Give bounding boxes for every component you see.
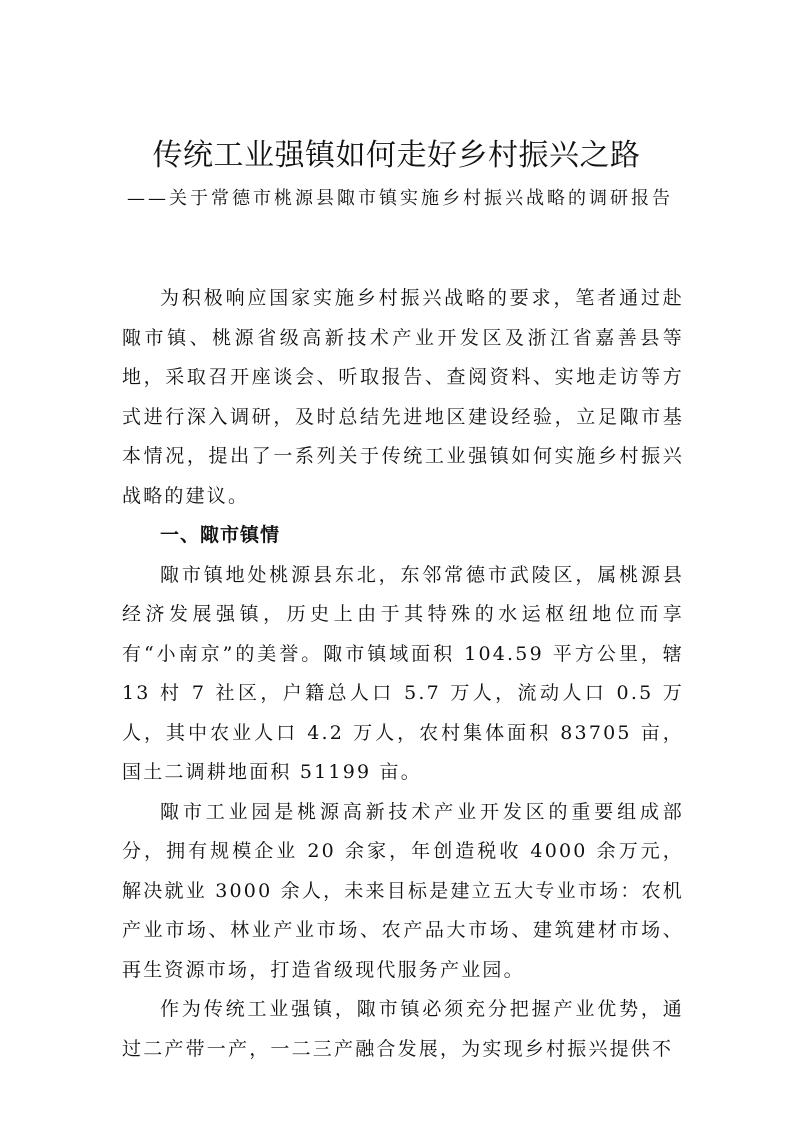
body-paragraph: 作为传统工业强镇，陬市镇必须充分把握产业优势，通过二产带一产，一二三产融合发展，为实现乡村振兴提供不 [122,998,684,1060]
body-paragraph: 陬市镇地处桃源县东北，东邻常德市武陵区，属桃源县经济发展强镇，历史上由于其特殊的水运枢纽地位而享有“小南京”的美誉。陬市镇域面积 104.59 平方公里，辖 13 村 7 社区，户籍总人口 5.7 万人，流动人口 0.5 万人，其中农业人口 4.2 万人，农村集体面积 83705 亩，国土二调耕地面积 51199 亩。 [122,563,684,783]
document-title: 传统工业强镇如何走好乡村振兴之路 [152,138,641,173]
body-paragraph: 陬市工业园是桃源高新技术产业开发区的重要组成部分，拥有规模企业 20 余家，年创造税收 4000 余万元，解决就业 3000 余人，未来目标是建立五大专业市场：农机产业市场、林业产业市场、农产品大市场、建筑建材市场、再生资源市场，打造省级现代服务产业园。 [122,800,684,981]
document-body [122,279,684,1069]
document-subtitle: ——关于常德市桃源县陬市镇实施乡村振兴战略的调研报告 [127,188,673,209]
intro-paragraph: 为积极响应国家实施乡村振兴战略的要求，笔者通过赴陬市镇、桃源省级高新技术产业开发区及浙江省嘉善县等地，采取召开座谈会、听取报告、查阅资料、实地走访等方式进行深入调研，及时总结先进地区建设经验，立足陬市基本情况，提出了一系列关于传统工业强镇如何实施乡村振兴战略的建议。 [122,287,684,507]
section-heading: 一、陬市镇情 [160,524,281,546]
